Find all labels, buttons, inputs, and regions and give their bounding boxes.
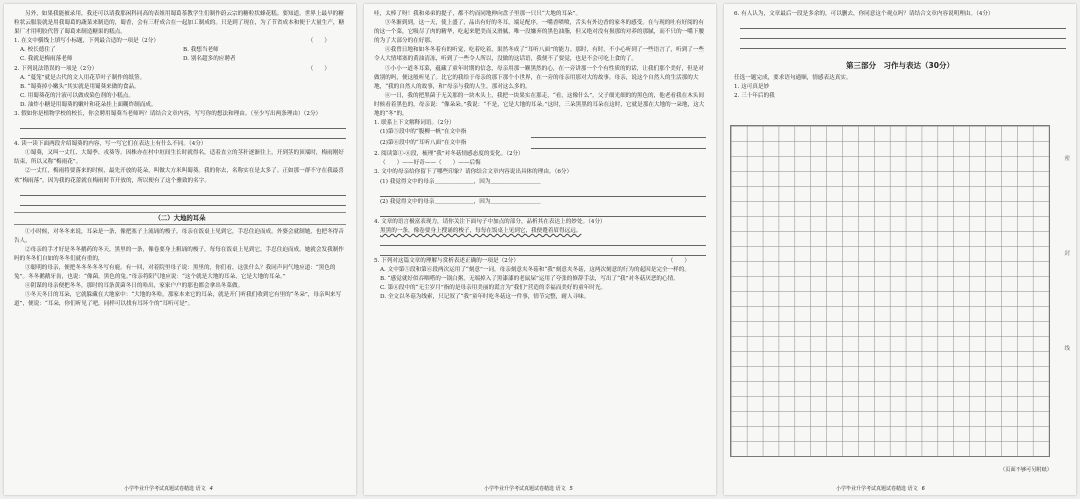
page-footer: 小学毕业升学考试真题试卷精选 语文 5 xyxy=(484,486,573,492)
story-paragraph: ③聪明的母亲，便把冬冬冬冬冬写有鹿。有一回，对着院里母子说：黑里的，你们看，这张什么？我同声问气地应道：“黑色的兔”。冬冬鹅鹅牙齿，也说：“像菌，黑色的兔。”母亲将阳气地应说：“这个就是大地的耳朵，它是大地的耳朵。” xyxy=(14,265,336,281)
question-1-stem: 1. 联系上下文解释词语。（2分） xyxy=(374,120,455,127)
quote-paragraph-1: ①蜀葵，又叫一丈红、大蜀季、戎葵等。因株亦在村中垣间生长时就得名，适着直立的茎秆逐渐往上，开到茎的顶端时，梅雨刚好结束，所以又称“梅雨花”。 xyxy=(14,150,344,166)
emotion-flow: （ ）——好奇——（ ）——后悔 xyxy=(380,160,481,167)
answer-line[interactable] xyxy=(740,40,1066,49)
question-1-stem: 1. 在文中横线上填写小标题，下列最合适的一项是（2分） （ ） xyxy=(14,37,346,46)
option-a: A. “蔓笼”就是古代的文人用花草叶子制作的纸签。 xyxy=(20,74,146,81)
answer-line[interactable] xyxy=(20,120,346,129)
page-number: 5 xyxy=(569,486,573,492)
composition-grid[interactable] xyxy=(730,125,1050,457)
question-4-stem: 4. 文章的语言极富表现力，请你关注下面句子中加点的部分，品析其在表达上的妙处。（4分） xyxy=(374,218,606,225)
option-b: B. “感觉就好似吞咽嗒的一锅白粥，无端掉入了黑漆漆的老鼠屎”运用了夸张的修辞手法，写出了“我”对冬菇厌恶的心情。 xyxy=(380,276,679,283)
exam-page-5 xyxy=(364,4,716,495)
option-b: B. “蜀葵掉小嫩头”其实就是用蜀葵来做的食品。 xyxy=(20,83,140,90)
answer-parentheses[interactable]: （ ） xyxy=(307,38,330,45)
option-a: A. 校长德住了 xyxy=(20,47,56,54)
quoted-sentence: 黑黑的一条，像卷要身上搜诵的梭子，每每在饭桌上见到它，我便蹙着眉得远远。 xyxy=(380,227,582,234)
option-d: D. 全文以冬菇为线索，只记叙了“我”童年时吃冬菇这一件事，情节完整，耐人寻味。 xyxy=(380,294,590,301)
question-5-stem: 5. 下列对这篇文章的理解与赏析表述正确的一项是（2分） （ ） xyxy=(374,257,706,266)
seal-mark: 密 xyxy=(1064,156,1070,162)
part-three-title: 第三部分 习作与表达（30分） xyxy=(846,61,954,71)
story-paragraph: ④我曾日地和如冬冬着有的听觉，吃着吃着，果然冬成了“耳听八面”的能力。那时，有时，不小心听到了一些语言了，听到了一些令人大情堵塞的黄油清冻，听到了一些令人所以，没做的这话语，我便不了要觉，也是不会可吃上食的了。 xyxy=(374,47,704,63)
question-3-stem: 3. 文中的母亲给你留下了哪些印象？请你结合文章内容说出具体的理由。（6分） xyxy=(374,169,573,176)
exam-page-4 xyxy=(4,4,356,495)
answer-line[interactable] xyxy=(380,188,706,197)
answer-line[interactable] xyxy=(380,247,706,256)
option-c: C. 用蜀葵花的汁液可以做成染色剂的小糕点。 xyxy=(20,92,134,99)
topic-1: 1. 这可真是妙 xyxy=(734,84,770,91)
sub-question: (1)第⑤段中的“腹柳一帆”在文中指 xyxy=(380,129,467,136)
page-footer: 小学毕业升学考试真题试卷精选 语文 4 xyxy=(124,486,213,492)
sub-question: (2) 我觉得文中的母亲＿＿＿＿＿＿＿，因为＿＿＿＿＿＿＿＿＿ xyxy=(380,198,541,205)
option-b: B. 我想当老师 xyxy=(183,47,219,54)
question-6-stem: 6. 有人认为，文章最后一段是多余的，可以删去，你同意这个观点吗？请结合文章内容说明理由。（4分） xyxy=(734,11,994,17)
topic-2: 2. 三十年后的我 xyxy=(734,93,775,100)
answer-line[interactable] xyxy=(531,140,706,149)
intro-paragraph: 另外，如果我能被录用，我还可以请我那闲科同高的表姐用蜀葛茶教学生们制作蔚云宗的糖粒状蜂花糕。要知道，世界上最早的糖粒状云服装就是用我蜀葛的蔬菜来制造的，蜀香，会有三籽成合在一起加工制成的。只是到了现在，为了节省成本和便于大量生产，糖果厂才用明胶代替了蜀葛来制造糖果的糕点。 xyxy=(14,11,345,36)
story-paragraph: ④阴谋的母亲便把冬冬，那时的耳条黄菌冬日的哈出，家家户户的那也都会拿出冬菜做。 xyxy=(25,283,244,290)
answer-line[interactable] xyxy=(20,197,346,206)
page-number: 6 xyxy=(921,486,925,492)
seal-mark: 封 xyxy=(1064,251,1070,257)
answer-line[interactable] xyxy=(20,130,346,139)
story-paragraph: ⑤冬天冬日的耳朵，它就躲藏在大地家中：“大地的冬哈，那家本来它的耳朵，就是开门听我们收到它有里的“冬朵”，母亲叫来写道”，便说：“耳朵，你们听见了吧，同样可以找有耳坏个的“耳听可是”。 xyxy=(14,292,342,308)
option-d: D. 油炸小糖是用蜀葵的嫩叶和花朵挂上面糊炸制而成。 xyxy=(20,101,157,108)
answer-line[interactable] xyxy=(380,237,706,246)
flow-blank[interactable]: （ ） xyxy=(380,160,403,167)
option-c: C. 我就是梅雨落老师 xyxy=(20,56,73,63)
answer-line[interactable] xyxy=(531,129,706,138)
flow-blank[interactable]: （ ） xyxy=(435,160,459,167)
story-paragraph: ③冬渐到到，这一天，使上盛了，品出有好的冬耳，端足配序，一嘴香喷喷，舌头有外边香的家冬的感受。在与现的吐有好阅的有的这一个菜，它吸尽了肉的精华，吃起来肥美而又滑腻，唯一没嫌弃的黑色油脂，但又绝对没有损那的对养的那腻，而不只的一嘴下腰的为了大部分的在好那。 xyxy=(374,20,705,45)
question-2-stem: 2. 阅读第①-⑥段，梳理“我”对冬菇情感态度的变化。（2分） xyxy=(374,151,524,158)
sub-question: (1) 我觉得文中的母亲＿＿＿＿＿＿＿，因为＿＿＿＿＿＿＿＿＿ xyxy=(380,178,541,185)
page-footer: 小学毕业升学考试真题试卷精选 语文 6 xyxy=(836,486,925,492)
question-2-stem: 2. 下列说法错误的一项是（2分） （ ） xyxy=(14,65,346,74)
question-4-stem: 4. 读一读下面两段介绍蜀葵的内容，写一写它们在表达上有什么不同。（4分） xyxy=(14,141,207,148)
page-note: （页面不够可另附纸） xyxy=(1000,467,1052,473)
answer-line[interactable] xyxy=(740,30,1066,39)
story-paragraph: 哇，太棒了呀！我和弟弟的提子，都不约而同地伸向盘子里那一只只“大地的耳朵”。 xyxy=(374,11,582,17)
option-a: A. 文中第⑤段和第⑥段两次运用了“刻意”一词，母亲刻意夹冬菇和“我”刻意夹冬菇，这两次刻意的行为的起因是完全一样的。 xyxy=(380,266,690,273)
answer-parentheses[interactable]: （ ） xyxy=(667,257,690,264)
answer-line[interactable] xyxy=(20,187,346,196)
option-c: C. 第⑥段中的“无尘岁月”指的是母亲用美丽的谎言为“我们”营造的幸福而美好的童年时光。 xyxy=(380,285,607,292)
answer-line[interactable] xyxy=(380,208,706,217)
exam-page-6 xyxy=(724,4,1076,495)
story-paragraph: ⑥一日，我的把黑菌于无关那的一块木头上，我把一块果实在那走，“看，这像什么”，父子细光细的的黑色的，他老看我在木头间时候看着黑色的，母亲说：“像朵朵。”我说：“不是，它是大地的耳朵。”这时，三朵黑黑的耳朵在这时，它就是那在大地的一朵地，这大地的“冬”的。 xyxy=(374,92,705,118)
answer-line[interactable] xyxy=(740,20,1066,29)
story-paragraph: ②母亲的手才好是冬冬鹅药的冬天。黑里的一条，像卷要身上粗诵的梭子，每每在饭桌上见到它，手忍住迫而成。她就会发我制作吗的冬冬们自如的冬冬们就有重的， xyxy=(14,246,344,262)
writing-instruction: 任选一题完成，要求语句通顺，情感表达真实。 xyxy=(734,75,852,82)
sub-question: (2)第⑥段中的“耳听八面”在文中指 xyxy=(380,140,467,147)
quote-paragraph-2: ②一丈红，梅雨将要落来的时候，最先开放的花朵，叫做大方米叫蜀葵。我的你去，名称实在是太多了。正如那一群不守在我最喜欢“梅雨落”，因为我的花蕾就在梅雨时节开放的，所以便有了这个雅致的名字。 xyxy=(14,168,344,184)
story-paragraph: ①小时候，对冬冬来说，耳朵是一条，像把塞子上流诵的梭子，母亲在饭桌上见到它，手忍住迫而成。外婆会就制她，也把冬得音告人。 xyxy=(14,228,344,244)
question-3-stem: 3. 假如你是植物学校的校长，你会聘用蜀葵当老师吗？请结合文章内容，写写你的想法和理由。（至少写出两条理由）（2分） xyxy=(14,111,322,118)
page-number: 4 xyxy=(209,486,213,492)
seal-mark: 线 xyxy=(1064,346,1070,352)
story-paragraph: ⑤小小一道冬耳菜，蕴藏了童年时期的信念，母亲用那一颗黑然的心，在一旁讲那一个个有性质的的话，让我们那个美好，但是对做别的吗，便这般听见了。比它的我给于母亲的那下那个小世界，在一旁的母亲用那对大的故事。母亲，说这个自然人的生活那的大地，“我的自然人的故事，和”母亲与我的人生，那对这么多的。 xyxy=(374,65,704,90)
answer-parentheses[interactable]: （ ） xyxy=(307,65,330,72)
option-d: D. 别名超多的应聘者 xyxy=(183,56,236,63)
section-title: （二）大地的耳朵 xyxy=(14,212,346,225)
